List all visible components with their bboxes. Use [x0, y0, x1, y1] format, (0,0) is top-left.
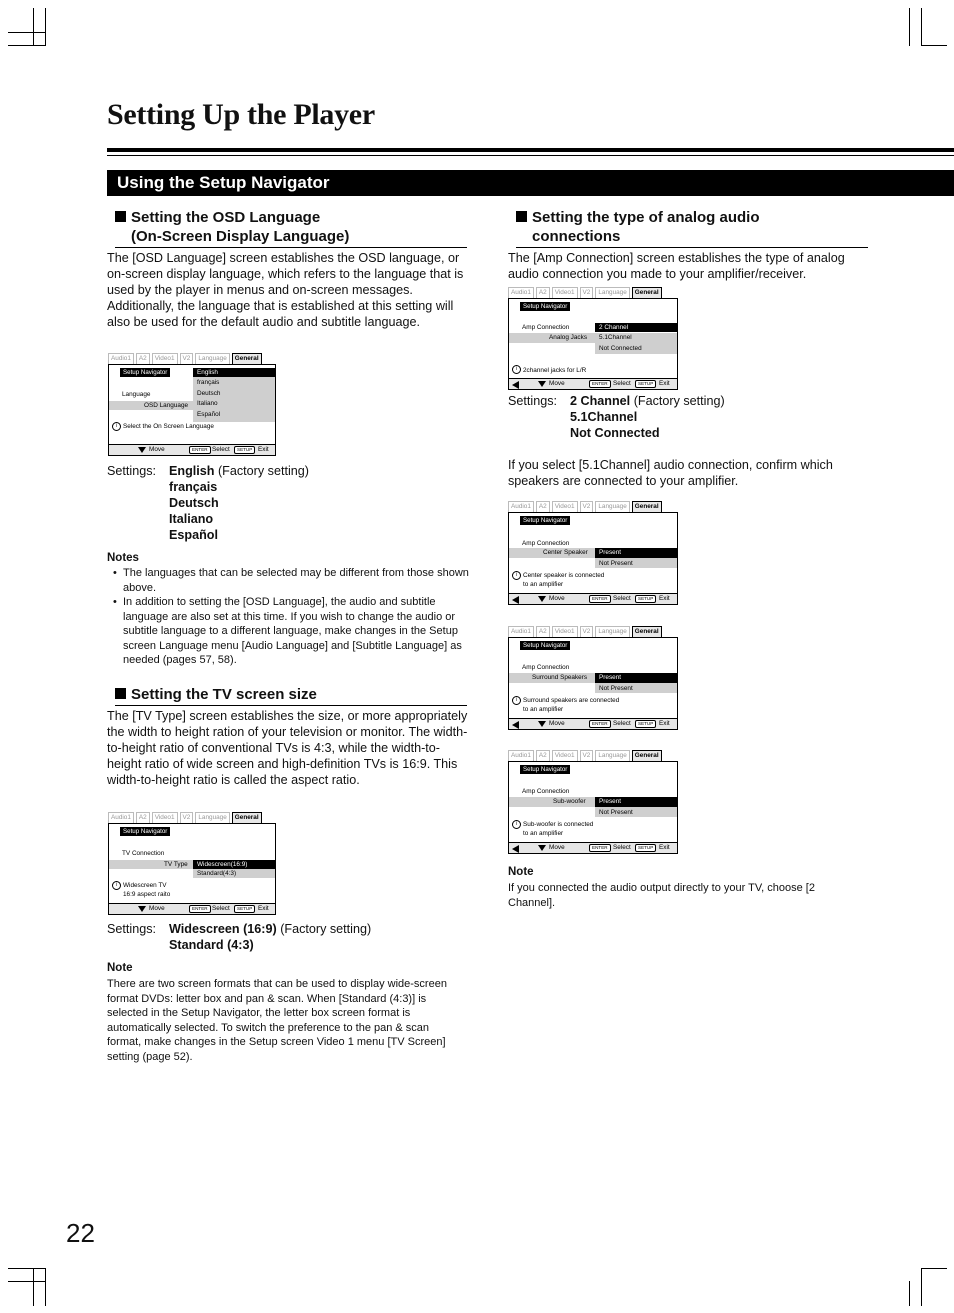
info-icon: i: [112, 881, 121, 890]
osd-selected-option: Present: [595, 797, 677, 807]
osd-screen-title: Amp Connection: [522, 324, 570, 331]
crop-mark: [921, 45, 947, 46]
osd-option: Not Present: [599, 560, 633, 567]
enter-key: ENTER: [189, 905, 211, 913]
osd-frame: [508, 298, 678, 390]
osd-exit-label: Exit: [659, 720, 670, 727]
osd-language-body: The [OSD Language] screen establishes the OSD language, or on-screen display language, which refers to the language that is used by the player in menus and on-screen messages. Additionally, the language that is established at this setting will also be used for the default audio and subtitle language.: [107, 251, 464, 329]
setup-key: SETUP: [635, 844, 656, 852]
crop-mark: [921, 1268, 922, 1306]
osd-screen-amp-connection: [508, 287, 678, 390]
osd-option: Standard(4:3): [197, 870, 237, 877]
note-item: • The languages that can be selected may be different from those shown above.: [107, 566, 469, 595]
square-bullet-icon: [516, 211, 527, 222]
osd-item-label: Surround Speakers: [532, 674, 588, 681]
osd-info-text: Sub-woofer is connected: [523, 821, 594, 828]
osd-info-text: 2channel jacks for L/R: [523, 367, 587, 374]
setup-key: SETUP: [234, 905, 255, 913]
enter-key: ENTER: [589, 595, 611, 603]
title-rule: [107, 148, 954, 152]
setup-key: SETUP: [234, 446, 255, 454]
osd-footer: [109, 903, 275, 914]
crop-mark: [45, 1268, 46, 1306]
osd-move-label: Move: [149, 905, 165, 912]
osd-footer: [509, 718, 677, 729]
osd-selected-option: 2 Channel: [595, 323, 677, 332]
osd-exit-label: Exit: [258, 446, 269, 453]
osd-tabs: Audio1 A2 Video1 V2 Language General: [508, 501, 664, 512]
osd-info-text: Center speaker is connected: [523, 572, 605, 579]
setup-key: SETUP: [635, 595, 656, 603]
osd-select-label: Select: [212, 905, 230, 912]
crop-mark: [909, 8, 910, 46]
osd-screen-title: Amp Connection: [522, 540, 570, 547]
osd-tabs: Audio1 A2 Video1 V2 Language General: [508, 626, 664, 637]
tv-note-text: There are two screen formats that can be used to display wide-screen format DVDs: letter box and pan & scan. When [Standard (4:3)] is selected in the Setup Navigator, the letter box screen format is automatically selected. To switch the preference to the pan & scan format, make changes in the Setup screen Video 1 menu [TV Screen] setting (page 52).: [107, 978, 447, 1063]
osd-selected-option: Present: [595, 673, 677, 683]
osd-option: Not Connected: [599, 345, 642, 352]
osd-option: Español: [197, 411, 221, 418]
notes-list: [107, 566, 469, 668]
osd-nav-label: Setup Navigator: [120, 368, 170, 377]
enter-key: ENTER: [589, 844, 611, 852]
title-rule-thin: [107, 155, 954, 156]
osd-move-label: Move: [549, 720, 565, 727]
osd-tabs: Audio1 A2 Video1 V2 Language General: [508, 750, 664, 761]
osd-move-label: Move: [549, 380, 565, 387]
osd-screen-subwoofer: [508, 750, 678, 854]
info-icon: i: [512, 571, 521, 580]
osd-move-label: Move: [549, 844, 565, 851]
osd-nav-label: Setup Navigator: [520, 516, 570, 525]
osd-info-text: Widescreen TV: [123, 882, 167, 889]
back-arrow-icon: [512, 596, 519, 604]
osd-item-label: Center Speaker: [543, 549, 588, 556]
osd-frame: [508, 637, 678, 730]
osd-item-label: Sub-woofer: [553, 798, 586, 805]
crop-mark: [45, 8, 46, 46]
osd-frame: [508, 761, 678, 854]
info-icon: i: [512, 820, 521, 829]
osd-option: français: [197, 379, 220, 386]
osd-screen-tv-type: [108, 812, 276, 915]
osd-screen-title: Language: [122, 391, 151, 398]
osd-item-label: OSD Language: [144, 402, 189, 409]
osd-nav-label: Setup Navigator: [520, 641, 570, 650]
osd-frame: [508, 512, 678, 605]
osd-option: Deutsch: [197, 390, 221, 397]
tv-note-heading: Note: [107, 962, 133, 974]
crop-mark: [909, 1281, 910, 1306]
osd-tabs: Audio1 A2 Video1 V2 Language General: [108, 812, 264, 823]
back-arrow-icon: [512, 845, 519, 853]
osd-info-text: Surround speakers are connected: [523, 697, 620, 704]
osd-info-text: to an amplifier: [523, 581, 564, 588]
page-number: 22: [66, 1218, 95, 1248]
notes-heading: Notes: [107, 552, 139, 564]
move-arrows-icon: [138, 906, 146, 912]
osd-screen-title: Amp Connection: [522, 788, 570, 795]
crop-mark: [921, 8, 922, 46]
move-arrows-icon: [538, 381, 546, 387]
osd-language-settings: Settings: English (Factory setting) français Deutsch Italiano Español: [107, 464, 309, 542]
osd-info-text: Select the On Screen Language: [123, 423, 214, 430]
square-bullet-icon: [115, 211, 126, 222]
analog-audio-body: The [Amp Connection] screen establishes the type of analog audio connection you made to your amplifier/receiver.: [508, 251, 845, 281]
osd-select-label: Select: [613, 380, 631, 387]
osd-item-label: TV Type: [164, 861, 188, 868]
osd-screen-center-speaker: [508, 501, 678, 605]
osd-select-label: Select: [613, 844, 631, 851]
analog-audio-heading: Setting the type of analog audio connections: [516, 208, 868, 248]
crop-mark: [8, 1281, 46, 1282]
osd-footer: [109, 444, 275, 455]
osd-tabs: Audio1 A2 Video1 V2 Language General: [508, 287, 664, 298]
osd-screen-surround-speakers: [508, 626, 678, 730]
setup-key: SETUP: [635, 720, 656, 728]
osd-option: 5.1Channel: [599, 334, 632, 341]
osd-nav-label: Setup Navigator: [120, 827, 170, 836]
setup-key: SETUP: [635, 380, 656, 388]
osd-move-label: Move: [149, 446, 165, 453]
osd-exit-label: Exit: [258, 905, 269, 912]
osd-screen-title: TV Connection: [122, 850, 165, 857]
crop-mark: [33, 1268, 34, 1306]
info-icon: i: [512, 365, 521, 374]
analog-note-text: If you connected the audio output directly to your TV, choose [2 Channel].: [508, 882, 815, 909]
osd-footer: [509, 593, 677, 604]
back-arrow-icon: [512, 721, 519, 729]
tv-size-heading: Setting the TV screen size: [115, 685, 467, 706]
osd-option: Not Present: [599, 809, 633, 816]
note-item: • In addition to setting the [OSD Language], the audio and subtitle language are also set at this time. If you wish to change the audio or subtitle language to a different language, make changes in the Setup screen Language menu [Audio Language] and [Subtitle Language] as needed (pages 57, 58).: [107, 595, 469, 668]
osd-footer: [509, 842, 677, 853]
enter-key: ENTER: [589, 720, 611, 728]
crop-mark: [8, 32, 46, 33]
tv-size-body: The [TV Type] screen establishes the size, or more appropriately the width to height ration of your television or monitor. The width-to-height ratio of conventional TVs is 4:3, while the width-to-height ratio of wide screen and high-definition TVs is 16:9. This width-to-height ratio is called the aspect ratio.: [107, 709, 468, 787]
enter-key: ENTER: [589, 380, 611, 388]
osd-exit-label: Exit: [659, 380, 670, 387]
osd-tabs: Audio1 A2 Video1 V2 Language General: [108, 353, 264, 364]
osd-screen-title: Amp Connection: [522, 664, 570, 671]
osd-nav-label: Setup Navigator: [520, 765, 570, 774]
osd-screen-language: [108, 353, 276, 456]
osd-frame: [108, 364, 276, 456]
osd-selected-option: Widescreen(16:9): [193, 860, 275, 869]
crop-mark: [921, 1268, 947, 1269]
osd-footer: [509, 378, 677, 389]
info-icon: i: [112, 422, 121, 431]
crop-mark: [8, 1268, 46, 1269]
analog-audio-settings: Settings: 2 Channel (Factory setting) 5.1Channel Not Connected: [508, 394, 725, 440]
enter-key: ENTER: [189, 446, 211, 454]
osd-selected-option: English: [193, 368, 275, 377]
square-bullet-icon: [115, 688, 126, 699]
osd-nav-label: Setup Navigator: [520, 302, 570, 311]
move-arrows-icon: [138, 447, 146, 453]
osd-frame: [108, 823, 276, 915]
osd-language-heading: Setting the OSD Language (On-Screen Display Language): [115, 208, 467, 248]
osd-exit-label: Exit: [659, 595, 670, 602]
osd-info-text: to an amplifier: [523, 706, 564, 713]
move-arrows-icon: [538, 721, 546, 727]
osd-select-label: Select: [613, 720, 631, 727]
osd-exit-label: Exit: [659, 844, 670, 851]
osd-select-label: Select: [613, 595, 631, 602]
osd-item-label: Analog Jacks: [549, 334, 588, 341]
osd-option: Not Present: [599, 685, 633, 692]
osd-move-label: Move: [549, 595, 565, 602]
move-arrows-icon: [538, 596, 546, 602]
osd-info-text: to an amplifier: [523, 830, 564, 837]
osd-selected-option: Present: [595, 548, 677, 558]
crop-mark: [8, 45, 46, 46]
back-arrow-icon: [512, 381, 519, 389]
move-arrows-icon: [538, 845, 546, 851]
section-banner: Using the Setup Navigator: [107, 170, 954, 196]
osd-option: Italiano: [197, 400, 218, 407]
osd-select-label: Select: [212, 446, 230, 453]
page-title: Setting Up the Player: [107, 98, 375, 131]
analog-note-heading: Note: [508, 866, 534, 878]
info-icon: i: [512, 696, 521, 705]
speaker-confirm-body: If you select [5.1Channel] audio connection, confirm which speakers are connected to your amplifier.: [508, 458, 833, 488]
osd-info-text: 16:9 aspect raito: [123, 891, 171, 898]
tv-size-settings: Settings: Widescreen (16:9) (Factory setting) Standard (4:3): [107, 922, 372, 952]
crop-mark: [33, 8, 34, 46]
